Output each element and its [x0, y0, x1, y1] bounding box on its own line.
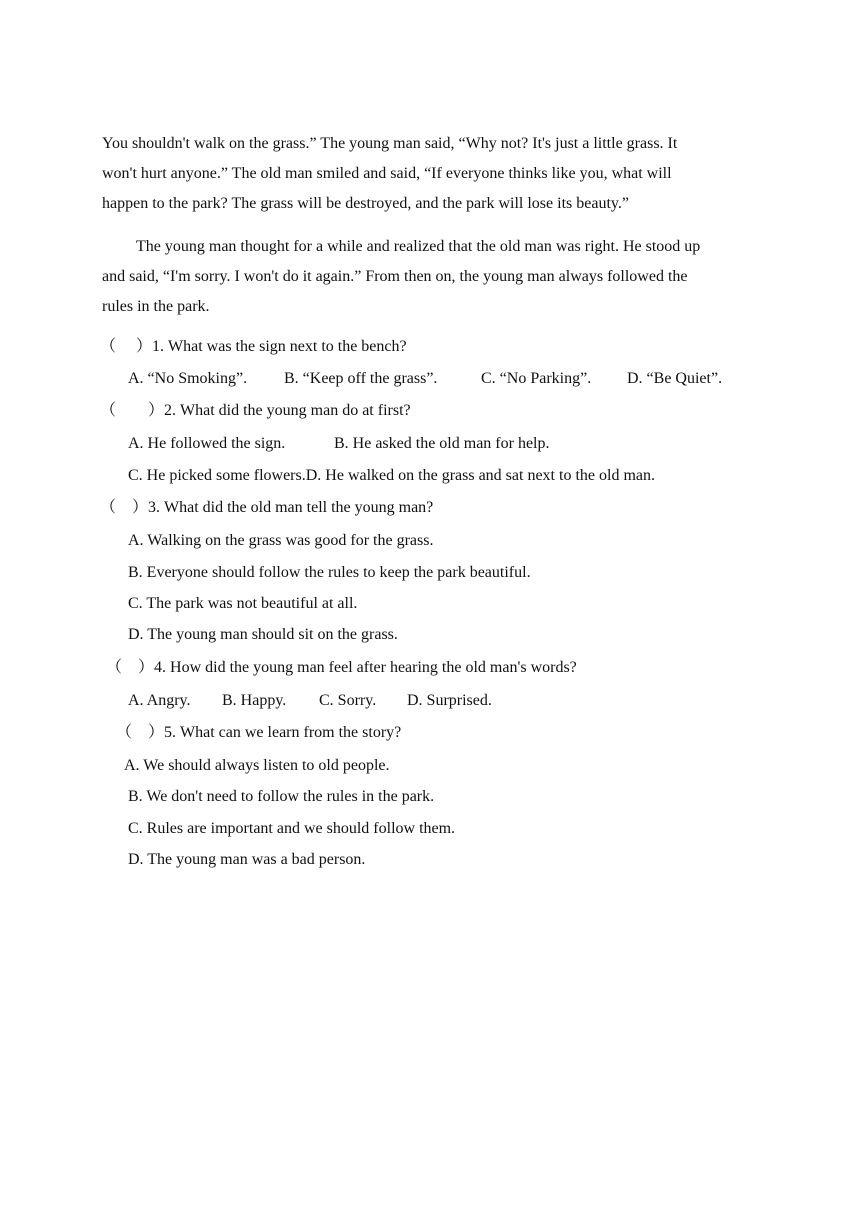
answer-blank[interactable]: （ ）	[116, 724, 165, 741]
question-text: 5. What can we learn from the story?	[164, 724, 402, 741]
option-a: A. Walking on the grass was good for the grass.	[128, 532, 434, 549]
question-text: 3. What did the old man tell the young man?	[148, 499, 434, 516]
answer-blank[interactable]: （ ）	[100, 499, 149, 516]
options-row	[627, 369, 722, 389]
option-c: C. Rules are important and we should follow them.	[128, 820, 456, 837]
question-2	[100, 401, 411, 421]
question-5	[116, 723, 401, 743]
question-1	[100, 337, 407, 357]
question-text: 4. How did the young man feel after hearing the old man's words?	[154, 659, 577, 676]
answer-blank[interactable]: （ ）	[100, 402, 165, 419]
option-d: D. “Be Quiet”.	[627, 370, 723, 387]
options-row	[128, 369, 247, 389]
question-4	[106, 658, 577, 678]
passage-line: won't hurt anyone.” The old man smiled and said, “If everyone thinks like you, what will	[102, 165, 672, 182]
question-text: 1. What was the sign next to the bench?	[152, 338, 407, 355]
answer-blank[interactable]: （ ）	[100, 338, 153, 355]
option-b: B. Everyone should follow the rules to keep the park beautiful.	[128, 564, 531, 581]
answer-blank[interactable]: （ ）	[106, 659, 155, 676]
passage-line: The young man thought for a while and realized that the old man was right. He stood up	[136, 238, 701, 255]
option-c: C. “No Parking”.	[481, 370, 592, 387]
question-text: 2. What did the young man do at first?	[164, 402, 411, 419]
passage-line: happen to the park? The grass will be destroyed, and the park will lose its beauty.”	[102, 195, 629, 212]
option-b: B. He asked the old man for help.	[334, 435, 550, 452]
option-d: D. The young man should sit on the grass.	[128, 626, 398, 643]
option-d: D. Surprised.	[407, 692, 492, 709]
option-b: B. “Keep off the grass”.	[284, 370, 438, 387]
passage-line: rules in the park.	[102, 298, 210, 315]
passage-line: and said, “I'm sorry. I won't do it again.” From then on, the young man always followed the	[102, 268, 688, 285]
option-a: A. We should always listen to old people.	[124, 757, 390, 774]
option-a: A. He followed the sign.	[128, 435, 286, 452]
options-row	[481, 369, 591, 389]
option-a: A. Angry.	[128, 692, 191, 709]
passage-line: You shouldn't walk on the grass.” The young man said, “Why not? It's just a little grass. It	[102, 135, 678, 152]
option-d: D. The young man was a bad person.	[128, 851, 366, 868]
option-a: A. “No Smoking”.	[128, 370, 248, 387]
options-row	[284, 369, 437, 389]
option-b: B. We don't need to follow the rules in the park.	[128, 788, 435, 805]
question-3	[100, 498, 433, 518]
option-c: C. The park was not beautiful at all.	[128, 595, 358, 612]
option-c-d: C. He picked some flowers.D. He walked on the grass and sat next to the old man.	[128, 467, 655, 484]
option-b: B. Happy.	[222, 692, 287, 709]
option-c: C. Sorry.	[319, 692, 377, 709]
